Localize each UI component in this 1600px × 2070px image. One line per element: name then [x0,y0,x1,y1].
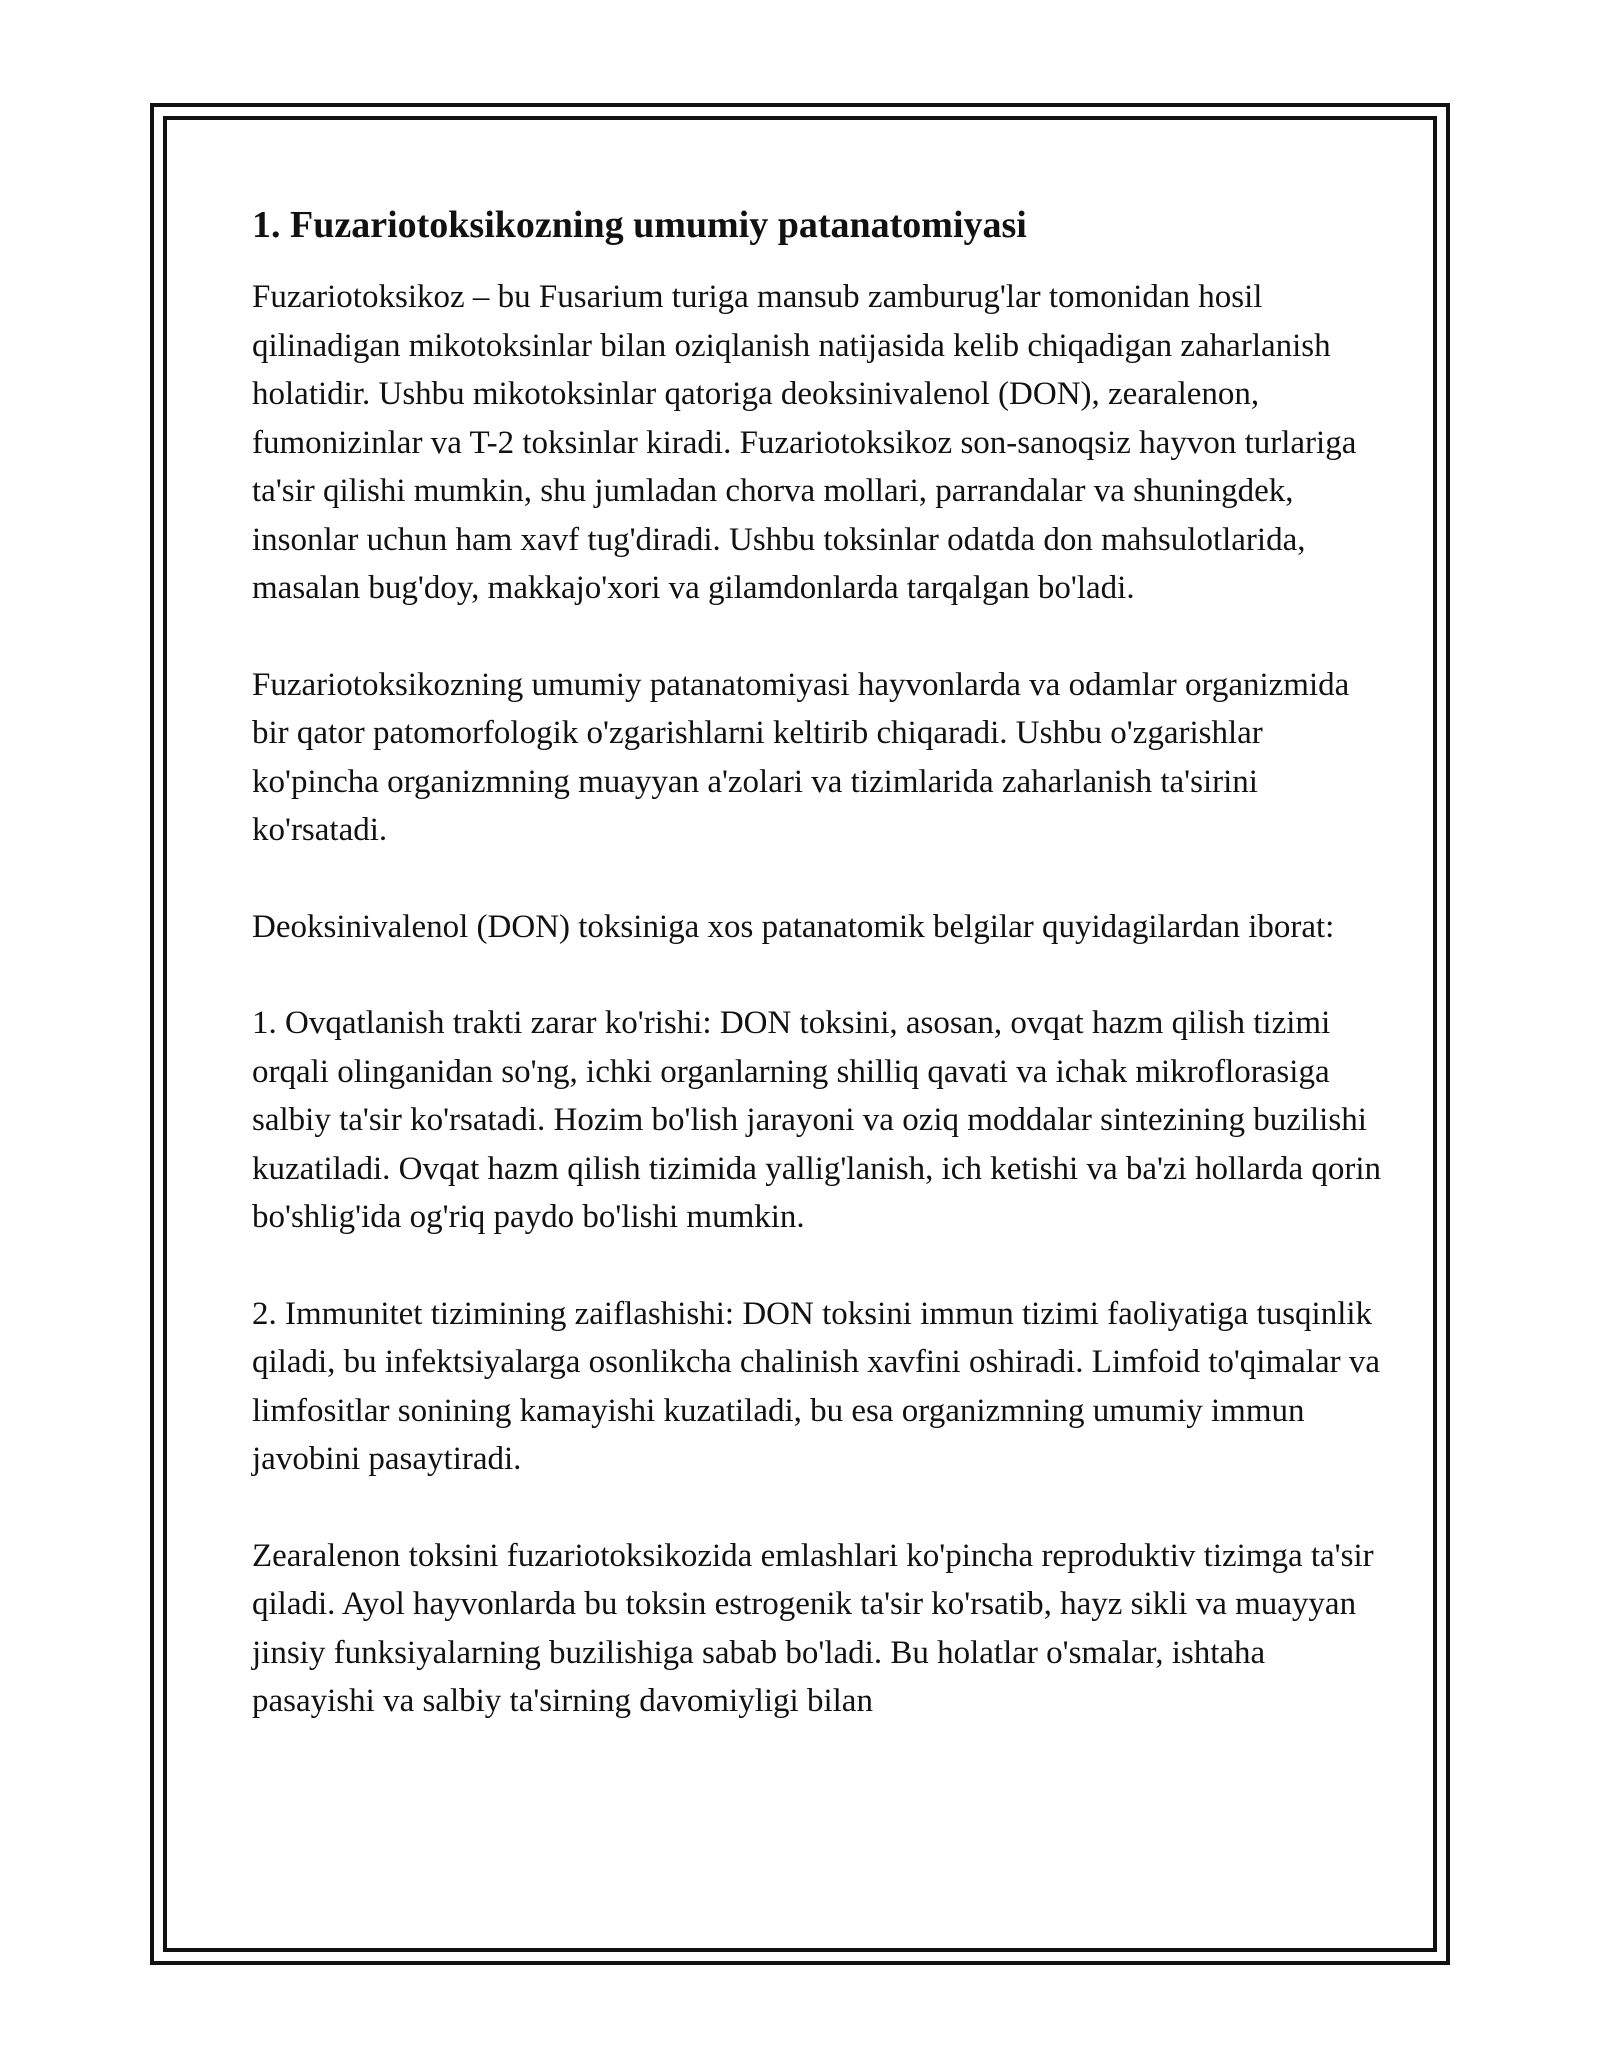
section-heading: 1. Fuzariotoksikozning umumiy patanatomiyasi [252,204,1027,246]
paragraph-zearalenon: Zearalenon toksini fuzariotoksikozida emlashlari ko'pincha reproduktiv tizimga ta'sir qiladi. Ayol hayvonlarda bu toksin estrogenik ta'sir ko'rsatib, hayz sikli va muayyan jinsiy funksiyalarning buzilishiga sabab bo'ladi. Bu holatlar o'smalar, ishtaha pasayishi va salbiy ta'sirning davomiyligi bilan [252,1537,1374,1720]
paragraph-don-intro: Deoksinivalenol (DON) toksiniga xos patanatomik belgilar quyidagilardan iborat: [252,908,1335,945]
paragraph-digestive: 1. Ovqatlanish trakti zarar ko'rishi: DON toksini, asosan, ovqat hazm qilish tizimi orqali olinganidan so'ng, ichki organlarning shilliq qavati va ichak mikroflorasiga salbiy ta'sir ko'rsatadi. Hozim bo'lish jarayoni va oziq moddalar sintezining buzilishi kuzatiladi. Ovqat hazm qilish tizimida yallig'lanish, ich ketishi va ba'zi hollarda qorin bo'shlig'ida og'riq paydo bo'lishi mumkin. [252,1005,1382,1236]
document-body [252,200,1382,1774]
page-border-inner [163,116,1437,1952]
paragraph-patanatomy: Fuzariotoksikozning umumiy patanatomiyasi hayvonlarda va odamlar organizmida bir qator patomorfologik o'zgarishlarni keltirib chiqaradi. Ushbu o'zgarishlar ko'pincha organizmning muayyan a'zolari va tizimlarida zaharlanish ta'sirini ko'rsatadi. [252,666,1350,849]
paragraph-intro: Fuzariotoksikoz – bu Fusarium turiga mansub zamburug'lar tomonidan hosil qilinadigan mikotoksinlar bilan oziqlanish natijasida kelib chiqadigan zaharlanish holatidir. Ushbu mikotoksinlar qatoriga deoksinivalenol (DON), zearalenon, fumonizinlar va T-2 toksinlar kiradi. Fuzariotoksikoz son-sanoqsiz hayvon turlariga ta'sir qilishi mumkin, shu jumladan chorva mollari, parrandalar va shuningdek, insonlar uchun ham xavf tug'diradi. Ushbu toksinlar odatda don mahsulotlarida, masalan bug'doy, makkajo'xori va gilamdonlarda tarqalgan bo'ladi. [252,279,1357,607]
paragraph-immunity: 2. Immunitet tizimining zaiflashishi: DON toksini immun tizimi faoliyatiga tusqinlik qiladi, bu infektsiyalarga osonlikcha chalinish xavfini oshiradi. Limfoid to'qimalar va limfositlar sonining kamayishi kuzatiladi, bu esa organizmning umumiy immun javobini pasaytiradi. [252,1295,1380,1478]
page-border-outer [150,103,1450,1965]
